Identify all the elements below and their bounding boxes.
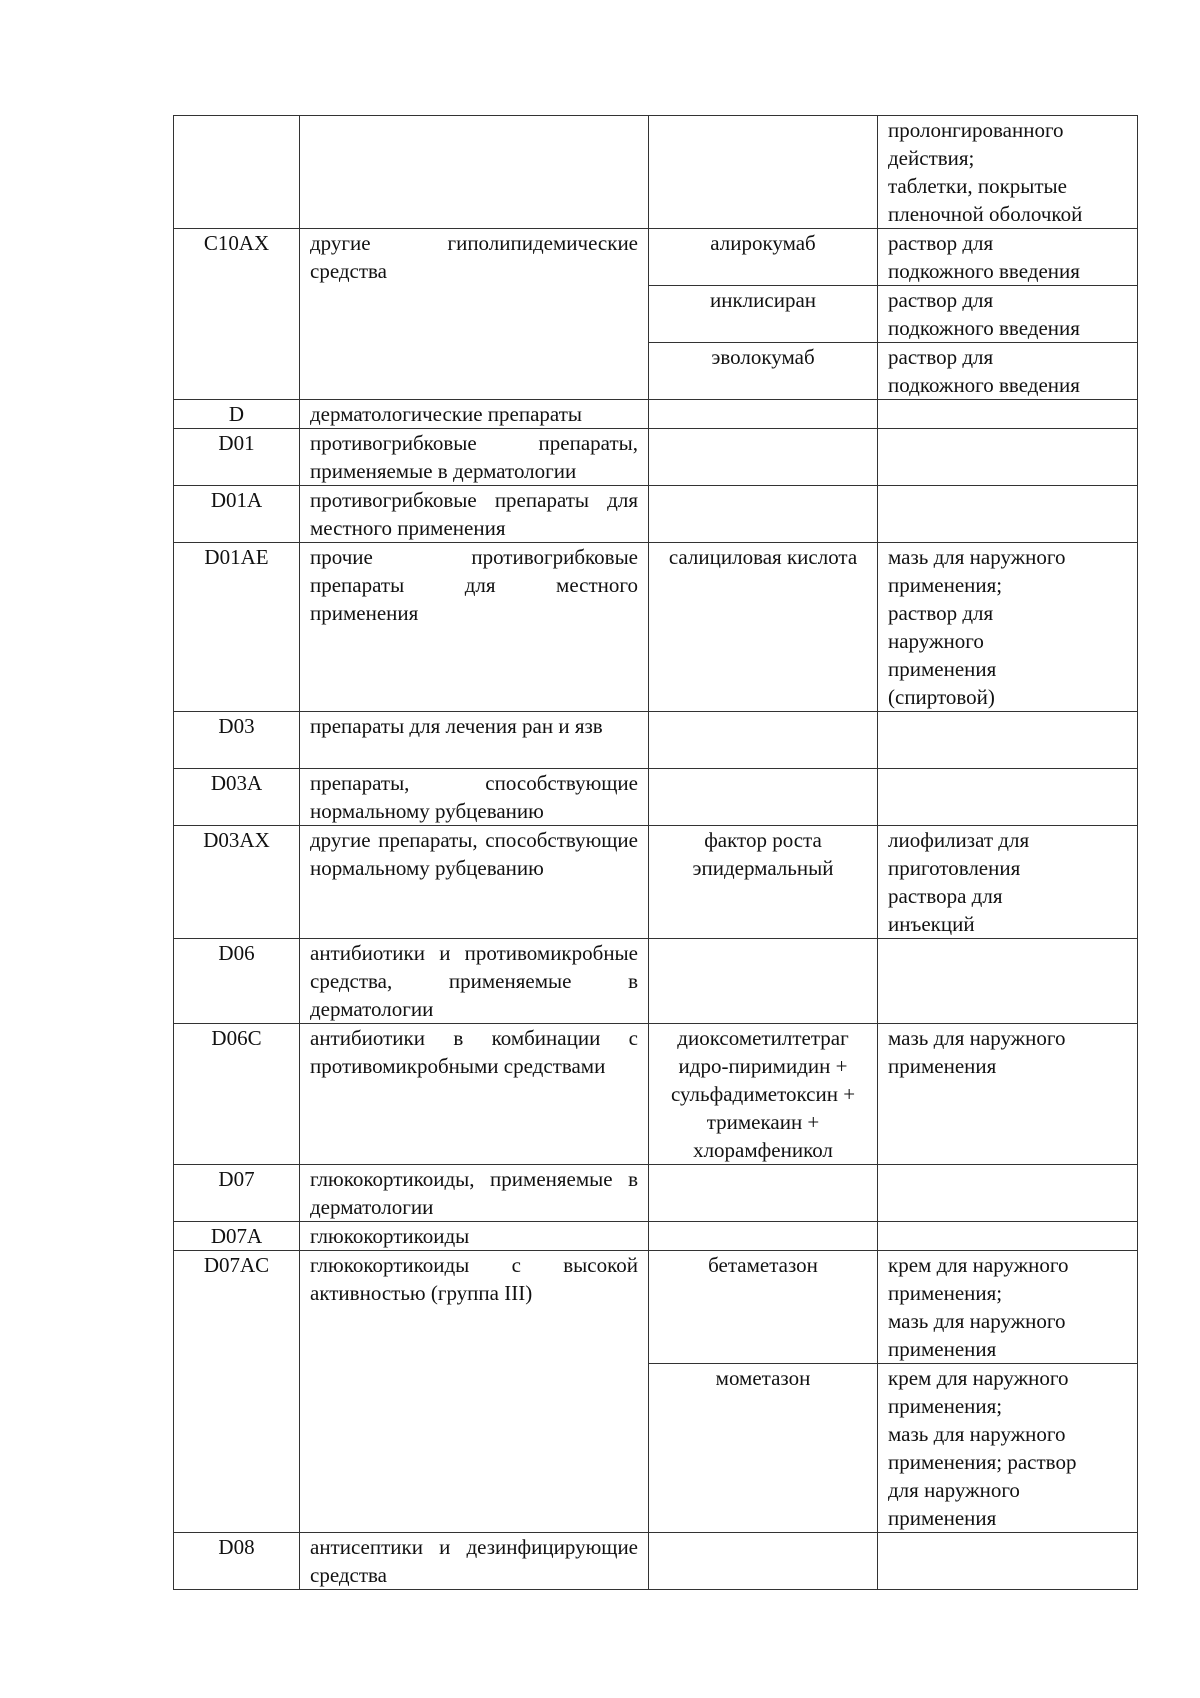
table-row [174, 229, 1138, 286]
dosage-form-line: применения [888, 657, 997, 681]
dosage-form-cell [878, 543, 1138, 712]
table-row [174, 400, 1138, 429]
drug-name-cell: мометазон [649, 1364, 878, 1533]
dosage-form-line: применения [888, 1506, 997, 1530]
drug-name-cell: инклисиран [649, 286, 878, 343]
table-row [174, 543, 1138, 712]
drug-name-cell [649, 712, 878, 769]
group-name-cell: глюкокортикоиды, применяемые в дерматологии [300, 1165, 649, 1222]
table-row [174, 1165, 1138, 1222]
dosage-form-line: крем для наружного [888, 1366, 1069, 1390]
group-name-cell: дерматологические препараты [300, 400, 649, 429]
drug-name-cell [649, 1222, 878, 1251]
group-name-cell: антибиотики в комбинации с противомикробными средствами [300, 1024, 649, 1165]
dosage-form-line: инъекций [888, 912, 975, 936]
dosage-form-cell [878, 1024, 1138, 1165]
dosage-form-line: мазь для наружного [888, 1026, 1066, 1050]
atc-code-cell: D08 [174, 1533, 300, 1590]
drug-name-cell [649, 1533, 878, 1590]
drug-name-cell: алирокумаб [649, 229, 878, 286]
dosage-form-line: пленочной оболочкой [888, 202, 1083, 226]
dosage-form-cell [878, 343, 1138, 400]
drug-name-cell [649, 116, 878, 229]
table-row [174, 826, 1138, 939]
group-name-cell: препараты для лечения ран и язв [300, 712, 649, 769]
drug-name-cell [649, 486, 878, 543]
dosage-form-line: раствор для [888, 288, 994, 312]
atc-code-cell: D03 [174, 712, 300, 769]
group-name-cell: прочие противогрибковые препараты для местного применения [300, 543, 649, 712]
atc-code-cell: D03A [174, 769, 300, 826]
dosage-form-line: мазь для наружного [888, 545, 1066, 569]
dosage-form-line: подкожного введения [888, 316, 1080, 340]
drug-name-cell: салициловая кислота [649, 543, 878, 712]
group-name-cell: антибиотики и противомикробные средства, применяемые в дерматологии [300, 939, 649, 1024]
atc-code-cell: D03AX [174, 826, 300, 939]
atc-code-cell: D07 [174, 1165, 300, 1222]
drug-name-cell [649, 769, 878, 826]
dosage-form-line: для наружного [888, 1478, 1020, 1502]
group-name-cell: антисептики и дезинфицирующие средства [300, 1533, 649, 1590]
dosage-form-cell [878, 1165, 1138, 1222]
atc-code-cell: D07A [174, 1222, 300, 1251]
dosage-form-line: пролонгированного [888, 118, 1064, 142]
group-name-cell: препараты, способствующие нормальному рубцеванию [300, 769, 649, 826]
atc-code-cell: D01 [174, 429, 300, 486]
group-name-cell [300, 116, 649, 229]
drug-classification-table [173, 115, 1138, 1590]
group-name-cell: противогрибковые препараты для местного применения [300, 486, 649, 543]
drug-name-cell: диоксометилтетраг идро-пиримидин + сульфадиметоксин + тримекаин + хлорамфеникол [649, 1024, 878, 1165]
dosage-form-line: мазь для наружного [888, 1422, 1066, 1446]
dosage-form-cell [878, 939, 1138, 1024]
dosage-form-cell [878, 486, 1138, 543]
dosage-form-line: (спиртовой) [888, 685, 995, 709]
dosage-form-line: применения [888, 1054, 997, 1078]
dosage-form-cell [878, 1364, 1138, 1533]
table-row [174, 1222, 1138, 1251]
drug-name-cell [649, 429, 878, 486]
dosage-form-cell [878, 286, 1138, 343]
atc-code-cell: D01A [174, 486, 300, 543]
dosage-form-line: действия; [888, 146, 975, 170]
atc-code-cell: D06 [174, 939, 300, 1024]
dosage-form-line: применения; [888, 573, 1003, 597]
atc-code-cell: D06C [174, 1024, 300, 1165]
dosage-form-cell [878, 229, 1138, 286]
atc-code-cell: C10AX [174, 229, 300, 400]
drug-name-cell [649, 400, 878, 429]
table-row [174, 939, 1138, 1024]
dosage-form-line: подкожного введения [888, 373, 1080, 397]
table-row [174, 486, 1138, 543]
dosage-form-cell [878, 1533, 1138, 1590]
group-name-cell: глюкокортикоиды с высокой активностью (группа III) [300, 1251, 649, 1533]
table-row [174, 712, 1138, 769]
dosage-form-cell [878, 116, 1138, 229]
dosage-form-cell [878, 769, 1138, 826]
drug-name-cell: бетаметазон [649, 1251, 878, 1364]
dosage-form-line: применения; [888, 1394, 1003, 1418]
dosage-form-line: приготовления [888, 856, 1021, 880]
group-name-cell: противогрибковые препараты, применяемые в дерматологии [300, 429, 649, 486]
group-name-cell: другие препараты, способствующие нормальному рубцеванию [300, 826, 649, 939]
dosage-form-line: таблетки, покрытые [888, 174, 1067, 198]
drug-name-cell [649, 1165, 878, 1222]
dosage-form-line: лиофилизат для [888, 828, 1030, 852]
table-row [174, 1251, 1138, 1364]
dosage-form-line: крем для наружного [888, 1253, 1069, 1277]
table-row [174, 429, 1138, 486]
atc-code-cell: D [174, 400, 300, 429]
dosage-form-line: мазь для наружного [888, 1309, 1066, 1333]
dosage-form-line: раствор для [888, 231, 994, 255]
dosage-form-line: применения; раствор [888, 1450, 1077, 1474]
table-row [174, 116, 1138, 229]
dosage-form-cell [878, 429, 1138, 486]
group-name-cell: другие гиполипидемические средства [300, 229, 649, 400]
drug-name-cell: эволокумаб [649, 343, 878, 400]
atc-code-cell: D01AE [174, 543, 300, 712]
atc-code-cell: D07AC [174, 1251, 300, 1533]
dosage-form-line: применения; [888, 1281, 1003, 1305]
table-row [174, 1024, 1138, 1165]
dosage-form-cell [878, 712, 1138, 769]
dosage-form-line: наружного [888, 629, 984, 653]
drug-name-cell [649, 939, 878, 1024]
table-row [174, 1533, 1138, 1590]
dosage-form-cell [878, 1251, 1138, 1364]
dosage-form-line: раствор для [888, 345, 994, 369]
dosage-form-line: раствора для [888, 884, 1003, 908]
atc-code-cell [174, 116, 300, 229]
group-name-cell: глюкокортикоиды [300, 1222, 649, 1251]
drug-name-cell: фактор роста эпидермальный [649, 826, 878, 939]
dosage-form-cell [878, 1222, 1138, 1251]
table-row [174, 769, 1138, 826]
dosage-form-cell [878, 400, 1138, 429]
dosage-form-cell [878, 826, 1138, 939]
dosage-form-line: раствор для [888, 601, 994, 625]
dosage-form-line: подкожного введения [888, 259, 1080, 283]
dosage-form-line: применения [888, 1337, 997, 1361]
